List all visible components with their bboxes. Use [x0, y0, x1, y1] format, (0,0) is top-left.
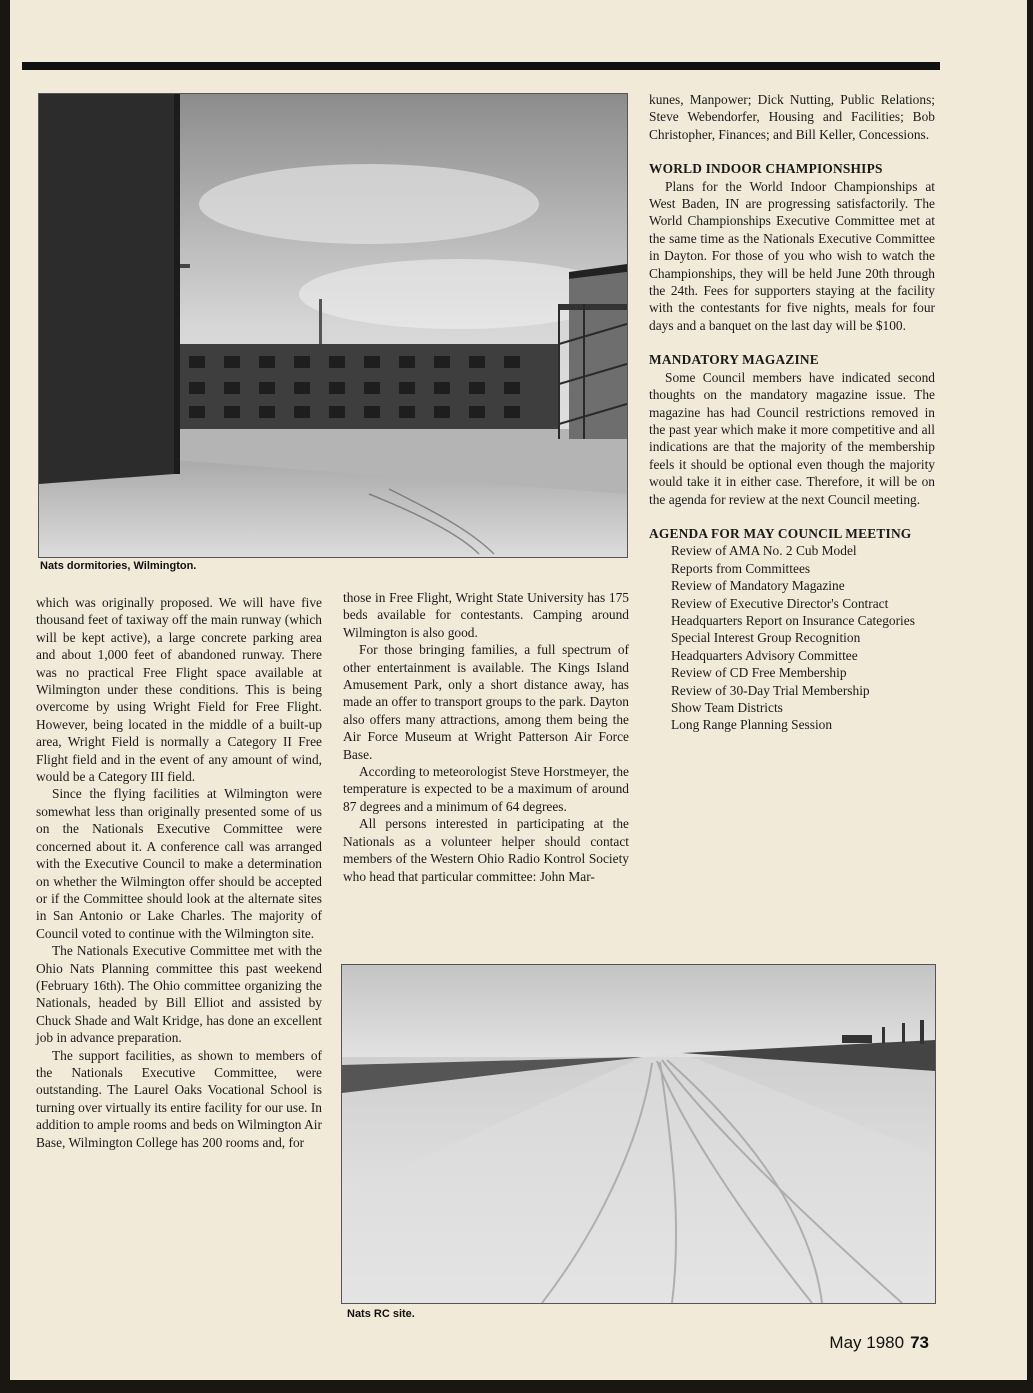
issue-date: May 1980	[829, 1333, 905, 1352]
page-folio	[829, 1333, 929, 1353]
column-3	[649, 91, 935, 734]
top-rule	[22, 62, 940, 70]
agenda-item: Reports from Committees	[671, 560, 811, 576]
mandatory-magazine-text: Some Council members have indicated second thoughts on the mandatory magazine issue. The magazine has had Council restrictions removed in the past year which make it more competitive and all indications are that the majority of the membership feels it should be optional even though the majority would take it in either case. Therefore, it will be on the agenda for review at the next Council meeting.	[649, 369, 935, 507]
col3-intro: kunes, Manpower; Dick Nutting, Public Relations; Steve Webendorfer, Housing and Facilities; Bob Christopher, Finances; and Bill Keller, Concessions.	[649, 92, 935, 142]
agenda-item: Special Interest Group Recognition	[671, 630, 861, 646]
col2-paragraph: For those bringing families, a full spectrum of other entertainment is available. The Kings Island Amusement Park, only a short distance away, has made an offer to transport groups to the park. Dayton also offers many attractions, among them being the Air Force Museum at Wright Patterson Air Force Base.	[343, 642, 629, 762]
rc-site-photo-image	[342, 965, 935, 1303]
column-1	[36, 594, 322, 1151]
column-2	[343, 589, 629, 885]
mandatory-magazine-heading: MANDATORY MAGAZINE	[649, 352, 819, 368]
world-championships-text: Plans for the World Indoor Championships at West Baden, IN are progressing satisfactorily. The World Championships Executive Committee met at the same time as the Nationals Executive Committee in Dayton. For those of you who wish to watch the Championships, they will be held June 20th through the 24th. Fees for supporters staying at the facility with the contestants for five nights, meals for four days and a banquet on the last day will be $100.	[649, 178, 935, 333]
magazine-page	[10, 0, 1027, 1380]
agenda-item: Show Team Districts	[671, 700, 783, 715]
col1-paragraph: The Nationals Executive Committee met with the Ohio Nats Planning committee this past weekend (February 16th). The Ohio committee organizing the Nationals, headed by Bill Elliot and assisted by Chuck Shade and Walt Kridge, has done an excellent job in advance preparation.	[36, 943, 322, 1046]
col2-paragraph: All persons interested in participating at the Nationals as a volunteer helper should contact members of the Western Ohio Radio Kontrol Society who head that particular committee: John Mar-	[343, 816, 629, 884]
agenda-item: Headquarters Report on Insurance Categories	[671, 612, 915, 628]
agenda-item: Review of Executive Director's Contract	[671, 595, 889, 611]
col1-paragraph: Since the flying facilities at Wilmington were somewhat less than originally presented some of us on the Nationals Executive Committee were concerned about it. A conference call was arranged with the Executive Council to make a determination on whether the Wilmington offer should be accepted or if the Committee should look at the alternate sites in San Antonio or Lake Charles. The majority of Council voted to continue with the Wilmington site.	[36, 786, 322, 941]
agenda-list	[649, 542, 935, 733]
col2-paragraph: According to meteorologist Steve Horstmeyer, the temperature is expected to be a maximum of around 87 degrees and a minimum of 64 degrees.	[343, 764, 629, 814]
dormitories-photo-image	[39, 94, 627, 557]
col1-paragraph: which was originally proposed. We will have five thousand feet of taxiway off the main runway (which will be kept active), a large concrete parking area and about 1,000 feet of abandoned runway. There was no practical Free Flight space available at Wilmington under these conditions. This is being overcome by using Wright Field for Free Flight. However, being located in the middle of a built-up area, Wright Field is normally a Category II Free Flight field and in the event of any amount of wind, would be a Category III field.	[36, 595, 322, 785]
dormitories-caption: Nats dormitories, Wilmington.	[40, 560, 197, 572]
agenda-item: Long Range Planning Session	[671, 717, 833, 733]
col2-paragraph: those in Free Flight, Wright State University has 175 beds available for contestants. Camping around Wilmington is also good.	[343, 590, 629, 640]
agenda-item: Review of AMA No. 2 Cub Model	[671, 543, 857, 559]
agenda-item: Review of CD Free Membership	[671, 665, 847, 681]
world-championships-heading: WORLD INDOOR CHAMPIONSHIPS	[649, 161, 883, 177]
col1-paragraph: The support facilities, as shown to members of the Nationals Executive Committee, were outstanding. The Laurel Oaks Vocational School is turning over virtually its entire facility for our use. In addition to ample rooms and beds on Wilmington Air Base, Wilmington College has 200 rooms and, for	[36, 1047, 322, 1150]
dormitories-photo	[38, 93, 628, 558]
agenda-item: Review of 30-Day Trial Membership	[671, 682, 870, 698]
rc-site-caption: Nats RC site.	[347, 1308, 415, 1320]
agenda-item: Headquarters Advisory Committee	[671, 647, 858, 663]
agenda-heading: AGENDA FOR MAY COUNCIL MEETING	[649, 525, 912, 541]
page-number: 73	[910, 1333, 929, 1352]
agenda-item: Review of Mandatory Magazine	[671, 578, 845, 594]
rc-site-photo	[341, 964, 936, 1304]
